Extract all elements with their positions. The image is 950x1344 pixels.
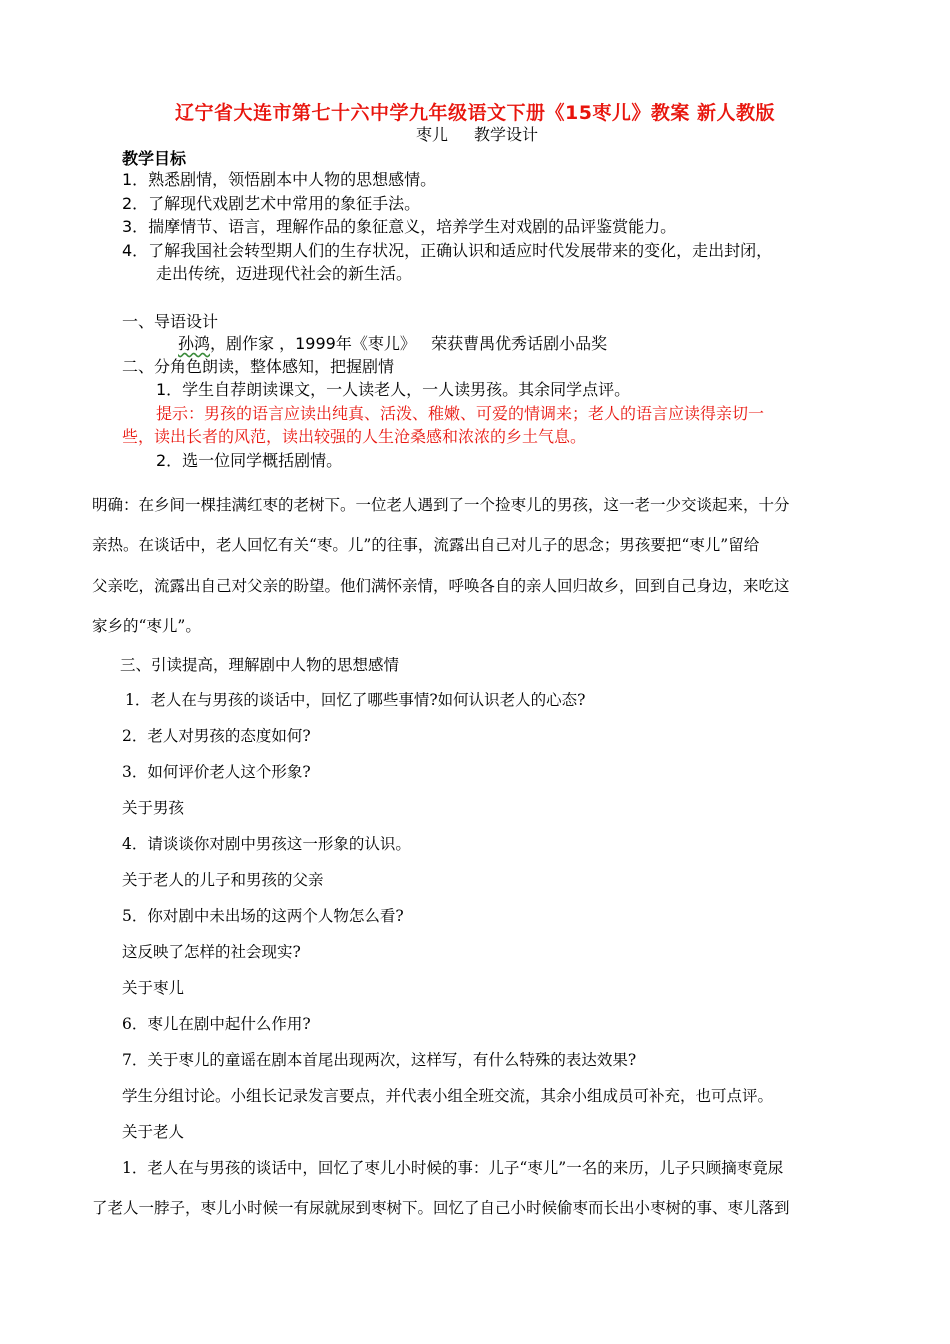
document-subtitle — [416, 122, 538, 145]
paragraph-line: 明确：在乡间一棵挂满红枣的老树下。一位老人遇到了一个捡枣儿的男孩，这一老一少交谈起来，十分 — [92, 496, 790, 514]
question-line: 3．如何评价老人这个形象? — [122, 763, 311, 781]
document-title: 辽宁省大连市第七十六中学九年级语文下册《15枣儿》教案 新人教版 — [174, 102, 776, 124]
hint-text: 些，读出长者的风范，读出较强的人生沧桑感和浓浓的乡土气息。 — [122, 427, 587, 446]
question-line: 关于枣儿 — [122, 979, 185, 997]
question-line: 关于老人 — [122, 1123, 185, 1141]
section-heading: 三、引读提高，理解剧中人物的思想感情 — [120, 656, 400, 674]
paragraph-line: 家乡的“枣儿”。 — [92, 617, 201, 635]
question-line: 1．老人在与男孩的谈话中，回忆了哪些事情?如何认识老人的心态? — [125, 691, 586, 709]
subtitle-left: 枣儿 — [416, 125, 449, 144]
question-line: 这反映了怎样的社会现实? — [122, 943, 301, 961]
question-line: 关于老人的儿子和男孩的父亲 — [122, 871, 324, 889]
subtitle-right: 教学设计 — [474, 125, 539, 144]
goal-item: 2．了解现代戏剧艺术中常用的象征手法。 — [122, 194, 421, 213]
goal-item: 走出传统，迈进现代社会的新生活。 — [156, 264, 413, 283]
paragraph-line: 1．老人在与男孩的谈话中，回忆了枣儿小时候的事：儿子“枣儿”一名的来历，儿子只顾摘枣竟尿 — [122, 1159, 784, 1177]
paragraph-line: 了老人一脖子，枣儿小时候一有尿就尿到枣树下。回忆了自己小时候偷枣而长出小枣树的事、枣儿落到 — [92, 1199, 790, 1217]
list-item: 1．学生自荐朗读课文，一人读老人，一人读男孩。其余同学点评。 — [156, 380, 631, 399]
list-item: 2．选一位同学概括剧情。 — [156, 451, 343, 470]
goal-item: 1．熟悉剧情，领悟剧本中人物的思想感情。 — [122, 170, 437, 189]
question-line: 7．关于枣儿的童谣在剧本首尾出现两次，这样写，有什么特殊的表达效果? — [122, 1051, 637, 1069]
goal-item: 4．了解我国社会转型期人们的生存状况，正确认识和适应时代发展带来的变化，走出封闭， — [122, 241, 773, 260]
intro-text: ，剧作家 ，1999年《枣儿》 荣获曹禺优秀话剧小品奖 — [210, 334, 608, 353]
question-line: 关于男孩 — [122, 799, 185, 817]
paragraph-line: 父亲吃，流露出自己对父亲的盼望。他们满怀亲情，呼唤各自的亲人回归故乡，回到自己身边，来吃这 — [92, 577, 790, 595]
question-line: 5．你对剧中未出场的这两个人物怎么看? — [122, 907, 404, 925]
section-heading: 一、导语设计 — [122, 312, 219, 331]
question-line: 6．枣儿在剧中起什么作用? — [122, 1015, 311, 1033]
goal-item: 3．揣摩情节、语言，理解作品的象征意义，培养学生对戏剧的品评鉴赏能力。 — [122, 217, 677, 236]
section-heading: 二、分角色朗读，整体感知，把握剧情 — [122, 357, 395, 376]
author-name: 孙鸿 — [178, 334, 211, 353]
hint-text: 提示：男孩的语言应读出纯真、活泼、稚嫩、可爱的情调来；老人的语言应读得亲切一 — [156, 404, 765, 423]
goals-heading: 教学目标 — [122, 149, 187, 168]
question-line: 2．老人对男孩的态度如何? — [122, 727, 311, 745]
intro-line — [178, 331, 607, 354]
question-line: 4．请谈谈你对剧中男孩这一形象的认识。 — [122, 835, 411, 853]
paragraph-line: 亲热。在谈话中，老人回忆有关“枣。儿”的往事，流露出自己对儿子的思念；男孩要把“枣儿”留给 — [92, 536, 760, 554]
question-line: 学生分组讨论。小组长记录发言要点，并代表小组全班交流，其余小组成员可补充，也可点评。 — [122, 1087, 774, 1105]
